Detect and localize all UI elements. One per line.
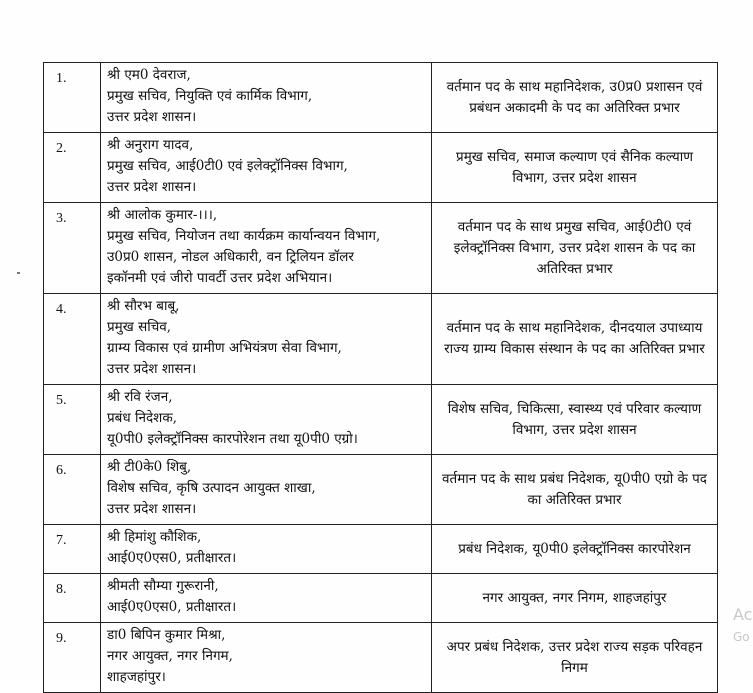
activation-watermark (733, 604, 752, 648)
officer-line: उत्तर प्रदेश शासन। (107, 109, 197, 125)
officer-line: प्रमुख सचिव, नियोजन तथा कार्यक्रम कार्यान्वयन विभाग, (107, 228, 381, 244)
scan-speck (17, 272, 20, 274)
table-row (44, 203, 718, 294)
officer-details (101, 525, 432, 574)
officer-line: प्रमुख सचिव, (107, 319, 172, 335)
serial-number: 5. (44, 385, 101, 455)
watermark-line: Ac (733, 605, 753, 624)
officer-line: उ0प्र0 शासन, नोडल अधिकारी, वन ट्रिलियन डॉलर (107, 249, 354, 265)
table-row (44, 623, 718, 693)
officer-line: श्री अनुराग यादव, (107, 137, 194, 153)
officer-line: उत्तर प्रदेश शासन। (107, 361, 197, 377)
table-row (44, 385, 718, 455)
table-row (44, 455, 718, 525)
serial-number: 7. (44, 525, 101, 574)
new-posting: विशेष सचिव, चिकित्सा, स्वास्थ्य एवं परिवार कल्याण विभाग, उत्तर प्रदेश शासन (432, 385, 718, 455)
table-row (44, 525, 718, 574)
officer-details (101, 133, 432, 203)
officer-line: प्रमुख सचिव, नियुक्ति एवं कार्मिक विभाग, (107, 88, 313, 104)
officer-line: उत्तर प्रदेश शासन। (107, 501, 197, 517)
watermark-line: Go (733, 630, 750, 644)
new-posting: प्रबंध निदेशक, यू0पी0 इलेक्ट्रॉनिक्स कारपोरेशन (432, 525, 718, 574)
table-row (44, 133, 718, 203)
new-posting: वर्तमान पद के साथ प्रमुख सचिव, आई0टी0 एवं इलेक्ट्रॉनिक्स विभाग, उत्तर प्रदेश शासन के पद का अतिरिक्त प्रभार (432, 203, 718, 294)
new-posting: अपर प्रबंध निदेशक, उत्तर प्रदेश राज्य सड़क परिवहन निगम (432, 623, 718, 693)
serial-number: 1. (44, 63, 101, 133)
officer-line: उत्तर प्रदेश शासन। (107, 179, 197, 195)
officer-details (101, 574, 432, 623)
transfer-table (43, 62, 718, 693)
officer-line: आई0ए0एस0, प्रतीक्षारत। (107, 550, 237, 566)
officer-line: शाहजहांपुर। (107, 669, 166, 685)
officer-line: श्री एम0 देवराज, (107, 67, 191, 83)
officer-line: श्री टी0के0 शिबु, (107, 459, 192, 475)
table-row (44, 294, 718, 385)
serial-number: 6. (44, 455, 101, 525)
officer-line: श्री हिमांशु कौशिक, (107, 529, 202, 545)
serial-number: 4. (44, 294, 101, 385)
officer-details (101, 385, 432, 455)
officer-line: डा0 बिपिन कुमार मिश्रा, (107, 627, 226, 643)
serial-number: 9. (44, 623, 101, 693)
officer-line: श्रीमती सौम्या गुरूरानी, (107, 578, 219, 594)
officer-line: श्री सौरभ बाबू, (107, 298, 180, 314)
officer-line: ग्राम्य विकास एवं ग्रामीण अभियंत्रण सेवा विभाग, (107, 340, 342, 356)
new-posting: नगर आयुक्त, नगर निगम, शाहजहांपुर (432, 574, 718, 623)
table-row (44, 63, 718, 133)
serial-number: 3. (44, 203, 101, 294)
officer-details (101, 294, 432, 385)
officer-details (101, 203, 432, 294)
new-posting: वर्तमान पद के साथ महानिदेशक, दीनदयाल उपाध्याय राज्य ग्राम्य विकास संस्थान के पद का अतिरिक्त प्रभार (432, 294, 718, 385)
table-body (44, 63, 718, 693)
serial-number: 8. (44, 574, 101, 623)
new-posting: प्रमुख सचिव, समाज कल्याण एवं सैनिक कल्याण विभाग, उत्तर प्रदेश शासन (432, 133, 718, 203)
officer-line: आई0ए0एस0, प्रतीक्षारत। (107, 599, 237, 615)
officer-line: प्रबंध निदेशक, (107, 410, 177, 426)
new-posting: वर्तमान पद के साथ महानिदेशक, उ0प्र0 प्रशासन एवं प्रबंधन अकादमी के पद का अतिरिक्त प्रभार (432, 63, 718, 133)
officer-details (101, 623, 432, 693)
new-posting: वर्तमान पद के साथ प्रबंध निदेशक, यू0पी0 एग्रो के पद का अतिरिक्त प्रभार (432, 455, 718, 525)
serial-number: 2. (44, 133, 101, 203)
officer-details (101, 455, 432, 525)
table-row (44, 574, 718, 623)
officer-line: इकॉनमी एवं जीरो पावर्टी उत्तर प्रदेश अभियान। (107, 270, 333, 286)
officer-line: श्री आलोक कुमार-।।।, (107, 207, 218, 223)
officer-line: प्रमुख सचिव, आई0टी0 एवं इलेक्ट्रॉनिक्स विभाग, (107, 158, 348, 174)
officer-line: विशेष सचिव, कृषि उत्पादन आयुक्त शाखा, (107, 480, 316, 496)
officer-line: यू0पी0 इलेक्ट्रॉनिक्स कारपोरेशन तथा यू0पी0 एग्रो। (107, 431, 358, 447)
officer-line: नगर आयुक्त, नगर निगम, (107, 648, 233, 664)
officer-line: श्री रवि रंजन, (107, 389, 173, 405)
officer-details (101, 63, 432, 133)
